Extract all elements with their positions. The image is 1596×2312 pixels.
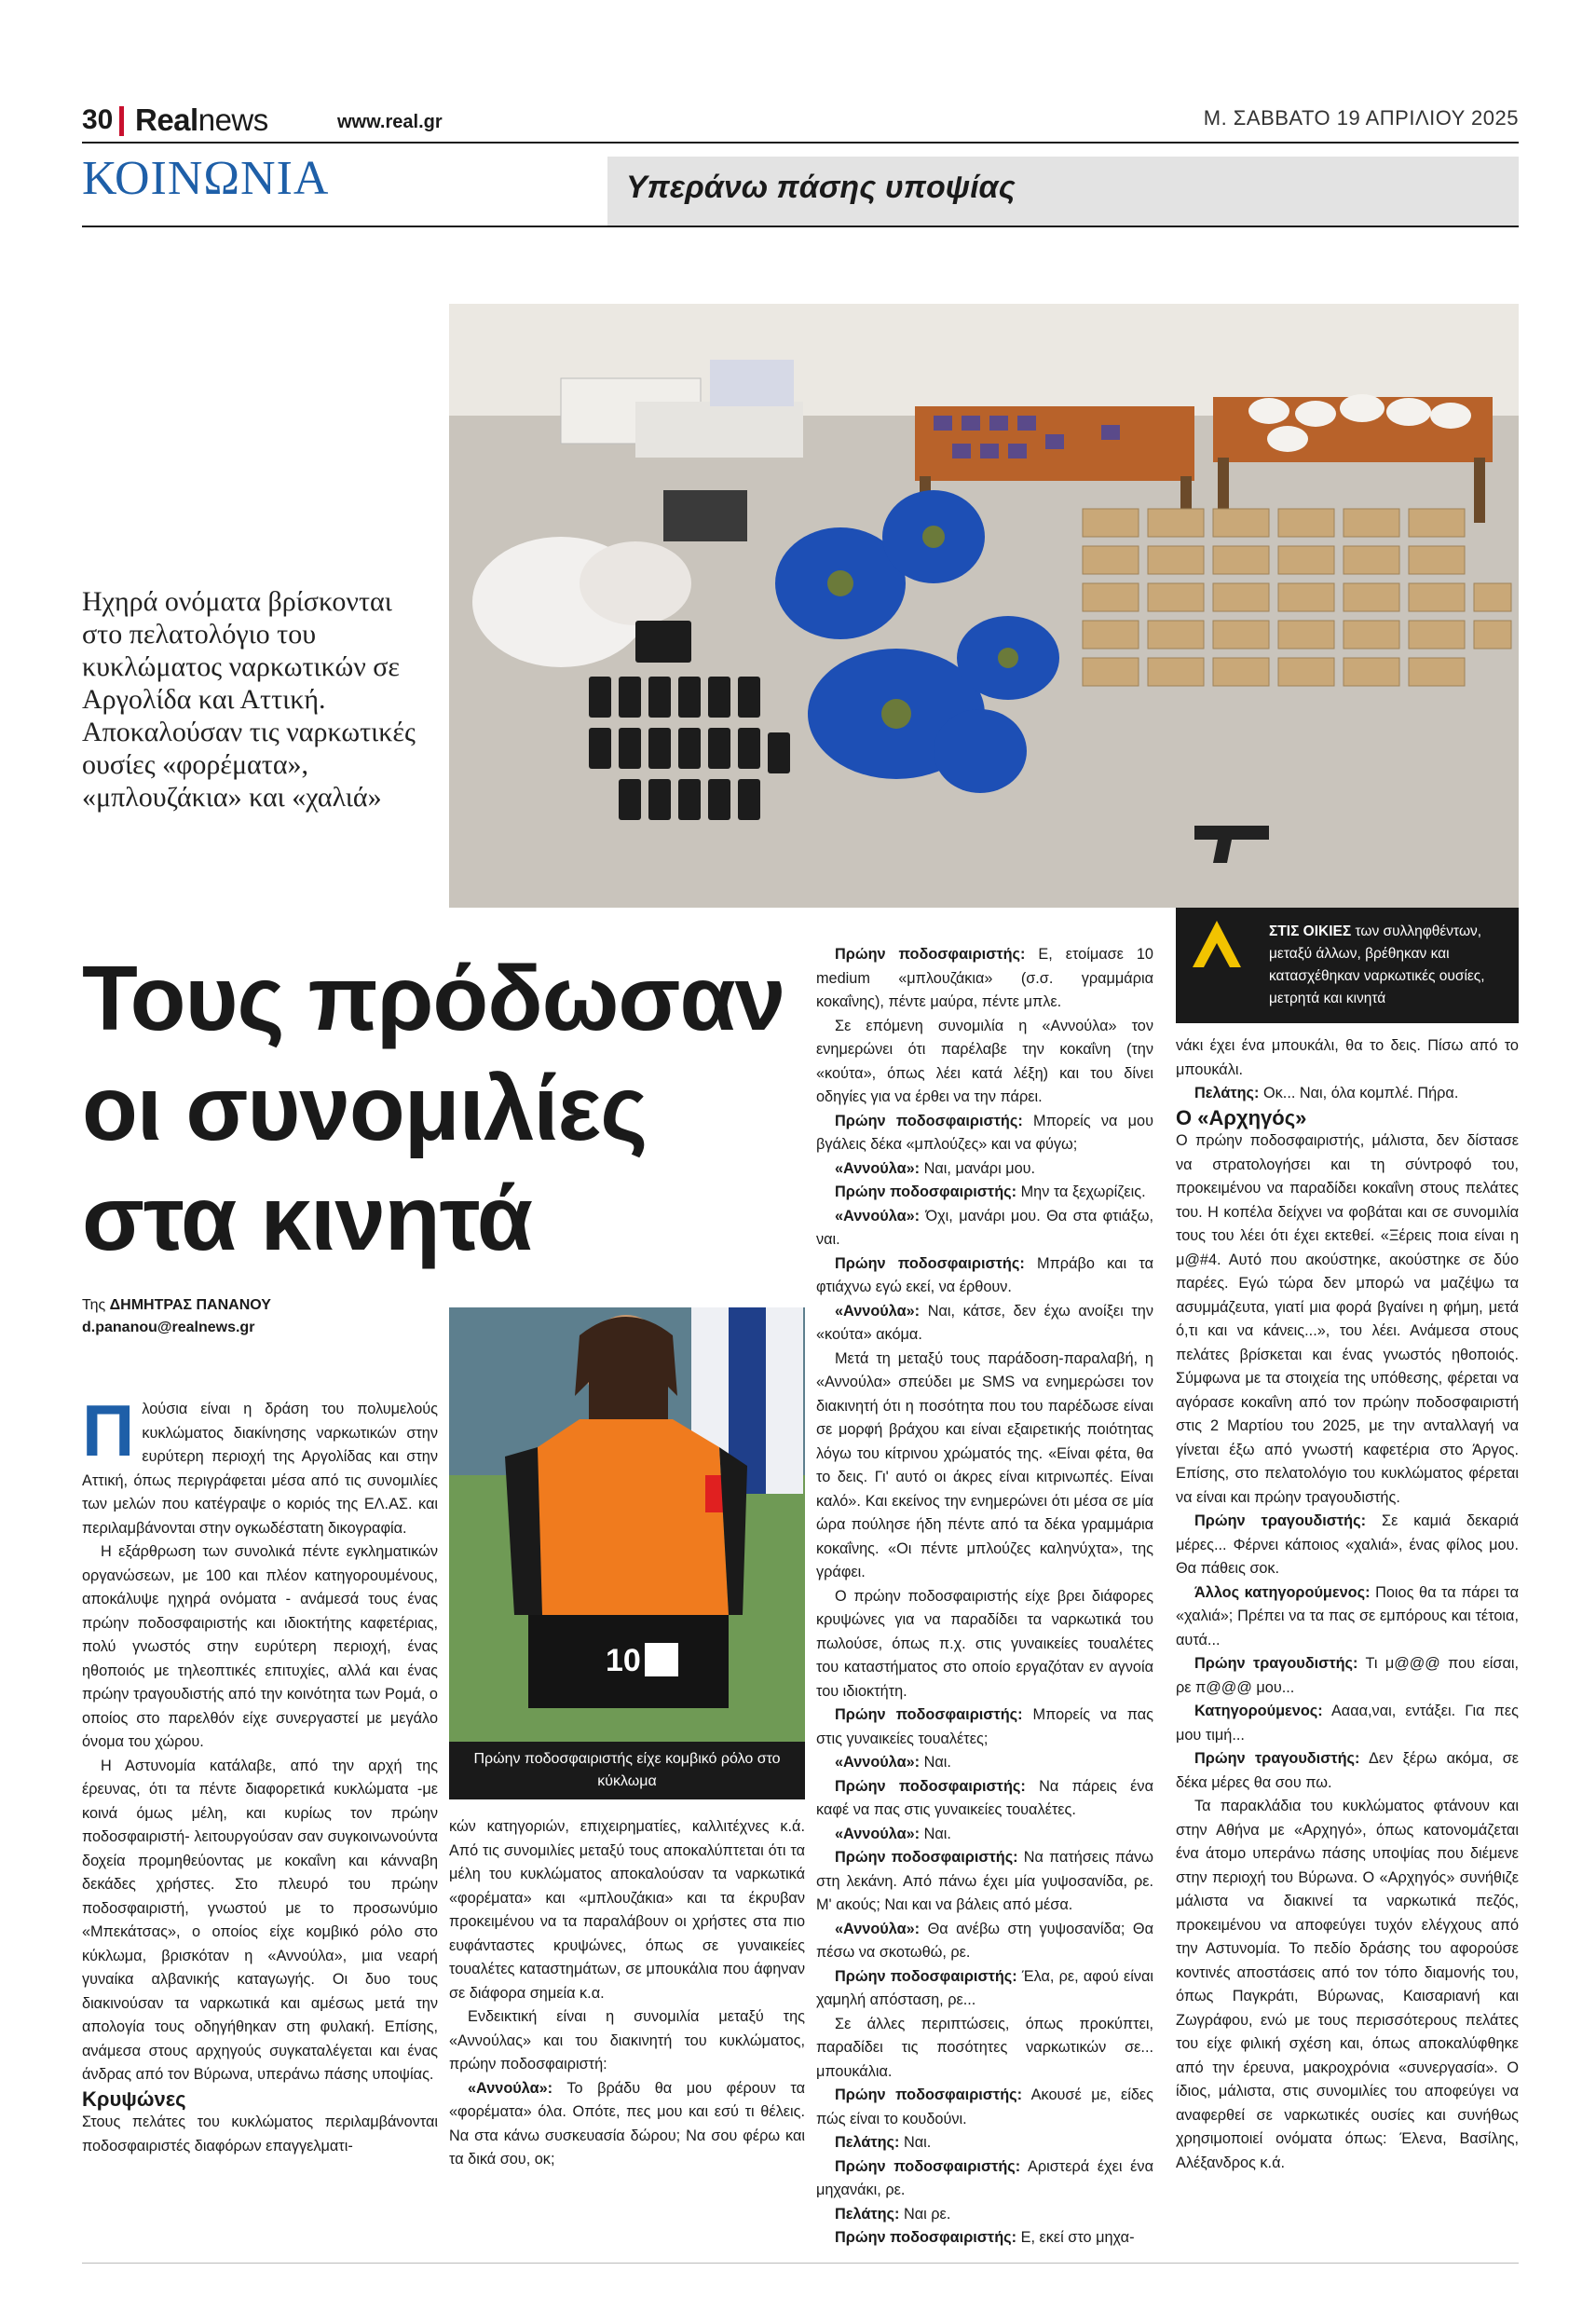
section-title: ΚΟΙΝΩΝΙΑ bbox=[82, 152, 330, 205]
col4-d2: Πρώην τραγουδιστής: Σε καμιά δεκαριά μέρες... Φέρνει κάποιος «χαλιά», ένας φίλος μου. Θα πάθεις σοκ. bbox=[1176, 1512, 1519, 1577]
col3-d12: Πρώην ποδοσφαιριστής: Να πατήσεις πάνω στη λεκάνη. Από πάνω έχει μία γυψοσανίδα, ρε. Μ' ακούς; Ναι και να βάλεις από μέσα. bbox=[816, 1849, 1153, 1913]
subheading-krypsones: Κρυψώνες bbox=[82, 2086, 186, 2111]
col3-d14: Πρώην ποδοσφαιριστής: Έλα, ρε, αφού είναι χαμηλή απόσταση, ρε... bbox=[816, 1967, 1153, 2008]
col3-d8: Πρώην ποδοσφαιριστής: Μπορείς να πας στις γυναικείες τουαλέτες; bbox=[816, 1706, 1153, 1747]
col3-d15: Πρώην ποδοσφαιριστής: Ακουσέ με, είδες πώς είναι το κουδούνι. bbox=[816, 2086, 1153, 2127]
header-date: Μ. ΣΑΒΒΑΤΟ 19 ΑΠΡΙΛΙΟΥ 2025 bbox=[1203, 106, 1519, 130]
col3-d19: Πρώην ποδοσφαιριστής: Ε, εκεί στο μηχα- bbox=[835, 2229, 1135, 2246]
col4-d4: Πρώην τραγουδιστής: Τι μ@@@ που είσαι, ρε π@@@ μου... bbox=[1176, 1655, 1519, 1696]
col3-d2: Πρώην ποδοσφαιριστής: Μπορείς να μου βγάλεις δέκα «μπλούζες» και να φύγω; bbox=[816, 1112, 1153, 1153]
col3-p1: Σε επόμενη συνομιλία η «Αννούλα» τον ενημερώνει ότι παρέλαβε την κοκαΐνη (την «κούτα», όπως λέει κατά λέξη) και του δίνει οδηγίες για να έρθει να την πάρει. bbox=[816, 1017, 1153, 1105]
player-photo bbox=[449, 1307, 805, 1742]
col3-d4: Πρώην ποδοσφαιριστής: Μην τα ξεχωρίζεις. bbox=[835, 1183, 1146, 1200]
col1-p1: λούσια είναι η δράση του πολυμελούς κυκλώματος διακίνησης ναρκωτικών στην ευρύτερη περιοχή της Αργολίδας και στην Αττική, όπως περιγράφεται μέσα από τις συνομιλίες των μελών που κατέγραψε ο κοριός της ΕΛ.ΑΣ. και περιλαμβάνονται στην ογκωδέστατη δικογραφία. bbox=[82, 1401, 438, 1537]
col3-d17: Πρώην ποδοσφαιριστής: Αριστερά έχει ένα μηχανάκι, ρε. bbox=[816, 2157, 1153, 2198]
col4-d3: Άλλος κατηγορούμενος: Ποιος θα τα πάρει τα «χαλιά»; Πρέπει να τα πας σε εμπόρους και τέτοια, αυτά... bbox=[1176, 1583, 1520, 1648]
footer-rule bbox=[82, 2263, 1519, 2264]
page-number: 30 bbox=[82, 104, 114, 135]
col4-d5: Κατηγορούμενος: Αααα,ναι, εντάξει. Για πες μου τιμή... bbox=[1176, 1703, 1519, 1744]
header-rule bbox=[82, 142, 1519, 144]
col3-p4: Σε άλλες περιπτώσεις, όπως προκύπτει, παραδίδει τις ποσότητες ναρκωτικών σε... μπουκάλια. bbox=[816, 2015, 1153, 2080]
dropcap: Π bbox=[82, 1389, 135, 1471]
byline-author: ΔΗΜΗΤΡΑΣ ΠΑΝΑΝΟΥ bbox=[109, 1297, 271, 1313]
col3-d10: Πρώην ποδοσφαιριστής: Να πάρεις ένα καφέ να πας στις γυναικείες τουαλέτες. bbox=[816, 1777, 1153, 1818]
seized-items-photo bbox=[449, 304, 1519, 908]
col3-d5: «Αννούλα»: Όχι, μανάρι μου. Θα στα φτιάξω, ναι. bbox=[816, 1207, 1153, 1248]
col2-p2: Ενδεικτική είναι η συνομιλία μεταξύ της «Αννούλας» και του διακινητή του κυκλώματος, πρώην ποδοσφαιριστή: bbox=[449, 2008, 805, 2073]
col3-d16: Πελάτης: Ναι. bbox=[835, 2134, 932, 2151]
col1-p4: Στους πελάτες του κυκλώματος περιλαμβάνονται ποδοσφαιριστές διαφόρων επαγγελματι- bbox=[82, 2114, 438, 2155]
col3-d7: «Αννούλα»: Ναι, κάτσε, δεν έχω ανοίξει την «κούτα» ακόμα. bbox=[816, 1302, 1153, 1343]
col2-dialog-1: «Αννούλα»: Το βράδυ θα μου φέρουν τα «φορέματα» όλα. Οπότε, πες μου και εσύ τι θέλεις. Να στα κάνω συσκευασία δώρου; Να σου φέρω και τα δικά σου, οκ; bbox=[449, 2079, 806, 2168]
realnews-logo[interactable] bbox=[135, 103, 268, 138]
col3-d18: Πελάτης: Ναι ρε. bbox=[835, 2205, 951, 2223]
col3-d3: «Αννούλα»: Ναι, μανάρι μου. bbox=[835, 1159, 1036, 1177]
player-illustration bbox=[449, 1307, 805, 1742]
col3-p2: Μετά τη μεταξύ τους παράδοση-παραλαβή, η «Αννούλα» σπεύδει με SMS να ενημερώσει τον διακινητή ότι η ποσότητα που του παρέδωσε είναι σε μορφή βράχου και είναι εξαιρετικής ποιότητας λόγω του κίτρινου χρώματός της. «Είναι φέτα, θα το δεις. Γι' αυτό οι άκρες είναι κιτρινωπές. Είναι καλό». Και εκείνος την ενημερώνει ότι μέσα σε μία ώρα πούλησε ήδη πέντε από τα δέκα γραμμάρια κοκαΐνης. «Οι πέντε μπλούζες καληνύχτα», της γράφει. bbox=[816, 1349, 1153, 1580]
caption-lead: ΣΤΙΣ ΟΙΚΙΕΣ bbox=[1269, 923, 1352, 939]
column-4 bbox=[1176, 1034, 1519, 2175]
col4-p3: Τα παρακλάδια του κυκλώματος φτάνουν και στην Αθήνα με «Αρχηγό», όπως κατονομάζεται ένα άτομο υπεράνω πάσης υποψίας που διέμενε στην περιοχή του Βύρωνα. Ο «Αρχηγός» συνήθιζε μάλιστα να διακινεί τα ναρκωτικά πεζός, προκειμένου να αποφεύγει τυχόν ελέγχους από την Αστυνομία. Το πεδίο δράσης του αφορούσε κοντινές αποστάσεις από τον τόπο διαμονής του, όπως Παγκράτι, Βύρωνας, Καισαριανή και Ζωγράφου, ενώ με τους περισσότερους πελάτες του είχε φιλική σχέση και, όπως αποκαλύφθηκε από την έρευνα, μακροχρόνια «συνεργασία». Ο ίδιος, μάλιστα, στις συνομιλίες του αποφεύγει να αναφερθεί σε ναρκωτικές ουσίες και συνήθως χρησιμοποιεί ονόματα όπως: Έλενα, Βασίλης, Αλέξανδρος κ.ά. bbox=[1176, 1798, 1519, 2171]
logo-real: Real bbox=[135, 103, 198, 137]
seized-items-illustration bbox=[449, 304, 1519, 908]
article-kicker: Υπεράνω πάσης υποψίας bbox=[626, 170, 1016, 205]
column-2 bbox=[449, 1815, 805, 2172]
col3-p3: Ο πρώην ποδοσφαιριστής είχε βρει διάφορες κρυψώνες για να παραδίδει τα ναρκωτικά του πωλούσε, όπως π.χ. στις γυναικείες τουαλέτες του καταστήματος στο οποίο εργαζόταν εν αγνοία του ιδιοκτήτη. bbox=[816, 1587, 1153, 1700]
col4-p1: νάκι έχει ένα μπουκάλι, θα το δεις. Πίσω από το μπουκάλι. bbox=[1176, 1037, 1519, 1078]
section-rule bbox=[82, 226, 1519, 227]
col2-p1: κών κατηγοριών, επιχειρηματίες, καλλιτέχνες κ.ά. Από τις συνομιλίες μεταξύ τους αποκαλύπτεται ότι τα μέλη του κυκλώματος αποκαλούσαν τα ναρκωτικά «φορέματα» και «μπλουζάκια» και τα έκρυβαν προκειμένου να τα παραλάβουν οι χρήστες στα πιο ευφάνταστες κρυψώνες, όπως σε γυναικείες τουαλέτες καταστημάτων, σε μπουκάλια που άφηναν σε διάφορα σημεία κ.α. bbox=[449, 1818, 805, 2002]
col1-p3: Η Αστυνομία κατάλαβε, από την αρχή της έρευνας, ότι τα πέντε διαφορετικά κυκλώματα -με κοινά όμως μέλη, και κυρίως τον πρώην ποδοσφαιριστή- λειτουργούσαν σαν συγκοινωνούντα δοχεία προμηθεύοντας με κοκαΐνη και κάνναβη δεκάδες χρήστες. Στο πλευρό του πρώην ποδοσφαιριστή, γνωστού με το προσωνύμιο «Μπεκάτσας», ο οποίος είχε κομβικό ρόλο στο κύκλωμα, βρισκόταν η «Αννούλα», μια νεαρή γυναίκα αλβανικής καταγωγής. Οι δυο τους διακινούσαν τα ναρκωτικά και αμέσως μετά την απολογία τους οδηγήθηκαν στη φυλακή. Επίσης, ανάμεσα στους αρχηγούς συγκαταλέγεται και ένας άνδρας από τον Βύρωνα, υπεράνω πάσης υποψίας. bbox=[82, 1757, 438, 2083]
author-email[interactable]: d.pananou@realnews.gr bbox=[82, 1320, 255, 1335]
article-lede: Ηχηρά ονόματα βρίσκονται στο πελατολόγιο του κυκλώματος ναρκωτικών σε Αργολίδα και Αττική. Αποκαλούσαν τις ναρκωτικές ουσίες «φορέματα», «μπλουζάκια» και «χαλιά» bbox=[82, 586, 416, 813]
col3-d1: Πρώην ποδοσφαιριστής: Ε, ετοίμασε 10 medium «μπλουζάκια» (σ.σ. γραμμάρια κοκαΐνης), πέντε μαύρα, πέντε μπλε. bbox=[816, 946, 1153, 1010]
column-1 bbox=[82, 1389, 438, 2158]
col3-d13: «Αννούλα»: Θα ανέβω στη γυψοσανίδα; Θα πέσω να σκοτωθώ, ρε. bbox=[816, 1920, 1153, 1961]
caption-body: των συλληφθέντων, μεταξύ άλλων, βρέθηκαν και κατασχέθηκαν ναρκωτικές ουσίες, μετρητά και κινητά bbox=[1269, 923, 1485, 1006]
svg-text:10: 10 bbox=[606, 1643, 641, 1678]
player-caption: Πρώην ποδοσφαιριστής είχε κομβικό ρόλο στο κύκλωμα bbox=[449, 1742, 805, 1799]
col1-p2: Η εξάρθρωση των συνολικά πέντε εγκληματικών οργανώσεων, με 100 και πλέον κατηγορουμένους, αποκάλυψε ηχηρά ονόματα - ανάμεσά τους ένας πρώην ποδοσφαιριστής και ιδιοκτήτης καφετέριας, πολύ γνωστός στην ευρύτερη περιοχή, ένας ηθοποιός με τηλεοπτικές επιτυχίες, αλλά και ένας πρώην τραγουδιστής από την κοινότητα των Ρομά, ο οποίος στο παρελθόν είχε συνεργαστεί με μεγάλο όνομα του χώρου. bbox=[82, 1543, 438, 1750]
photo-caption bbox=[1269, 921, 1509, 1010]
headline: Τους πρόδωσαν οι συνομιλίες στα κινητά bbox=[82, 947, 785, 1269]
byline bbox=[82, 1297, 271, 1314]
col3-d11: «Αννούλα»: Ναι. bbox=[835, 1825, 951, 1842]
col3-d9: «Αννούλα»: Ναι. bbox=[835, 1754, 951, 1771]
col4-p2: Ο πρώην ποδοσφαιριστής, μάλιστα, δεν δίστασε να στρατολογήσει και τη σύντροφό του, προκειμένου να παραδίδει κοκαΐνη στους πελάτες του. Η κοπέλα δείχνει να φοβάται και σε συνομιλία τους του λέει ότι έχει εκτεθεί. «Ξέρεις ποια είναι η μ@#4. Αυτό που ακούστηκε, ακούστηκε σε δύο παρέες. Εγώ τώρα δεν μπορώ να μαζέψω τα ασυμμάζευτα, γιατί μια φορά βγαίνει η φήμη, μετά ό,τι και να κάνεις...», του λέει. Ανάμεσα στους πελάτες βρίσκεται και ένας γνωστός ηθοποιός. Σύμφωνα με τα στοιχεία της υπόθεσης, φέρεται να αγόρασε κοκαΐνη από τον πρώην ποδοσφαιριστή στις 2 Μαρτίου του 2025, με την ανταλλαγή να γίνεται έξω από γνωστή καφετέρια στο Άργος. Επίσης, στο πελατολόγιο του κυκλώματος φέρεται να είναι και πρώην τραγουδιστής. bbox=[1176, 1132, 1519, 1506]
byline-prefix: Της bbox=[82, 1297, 106, 1313]
header-divider bbox=[119, 106, 124, 136]
col4-d6: Πρώην τραγουδιστής: Δεν ξέρω ακόμα, σε δέκα μέρες θα σου πω. bbox=[1176, 1750, 1520, 1791]
col3-d6: Πρώην ποδοσφαιριστής: Μπράβο και τα φτιάχνω εγώ εκεί, να έρθουν. bbox=[816, 1254, 1153, 1295]
column-3 bbox=[816, 943, 1153, 2250]
header-url[interactable]: www.real.gr bbox=[337, 112, 443, 132]
col4-d1: Πελάτης: Οκ... Ναι, όλα κομπλέ. Πήρα. bbox=[1194, 1085, 1459, 1101]
subheading-archigos: Ο «Αρχηγός» bbox=[1176, 1105, 1307, 1129]
logo-news: news bbox=[198, 103, 268, 137]
